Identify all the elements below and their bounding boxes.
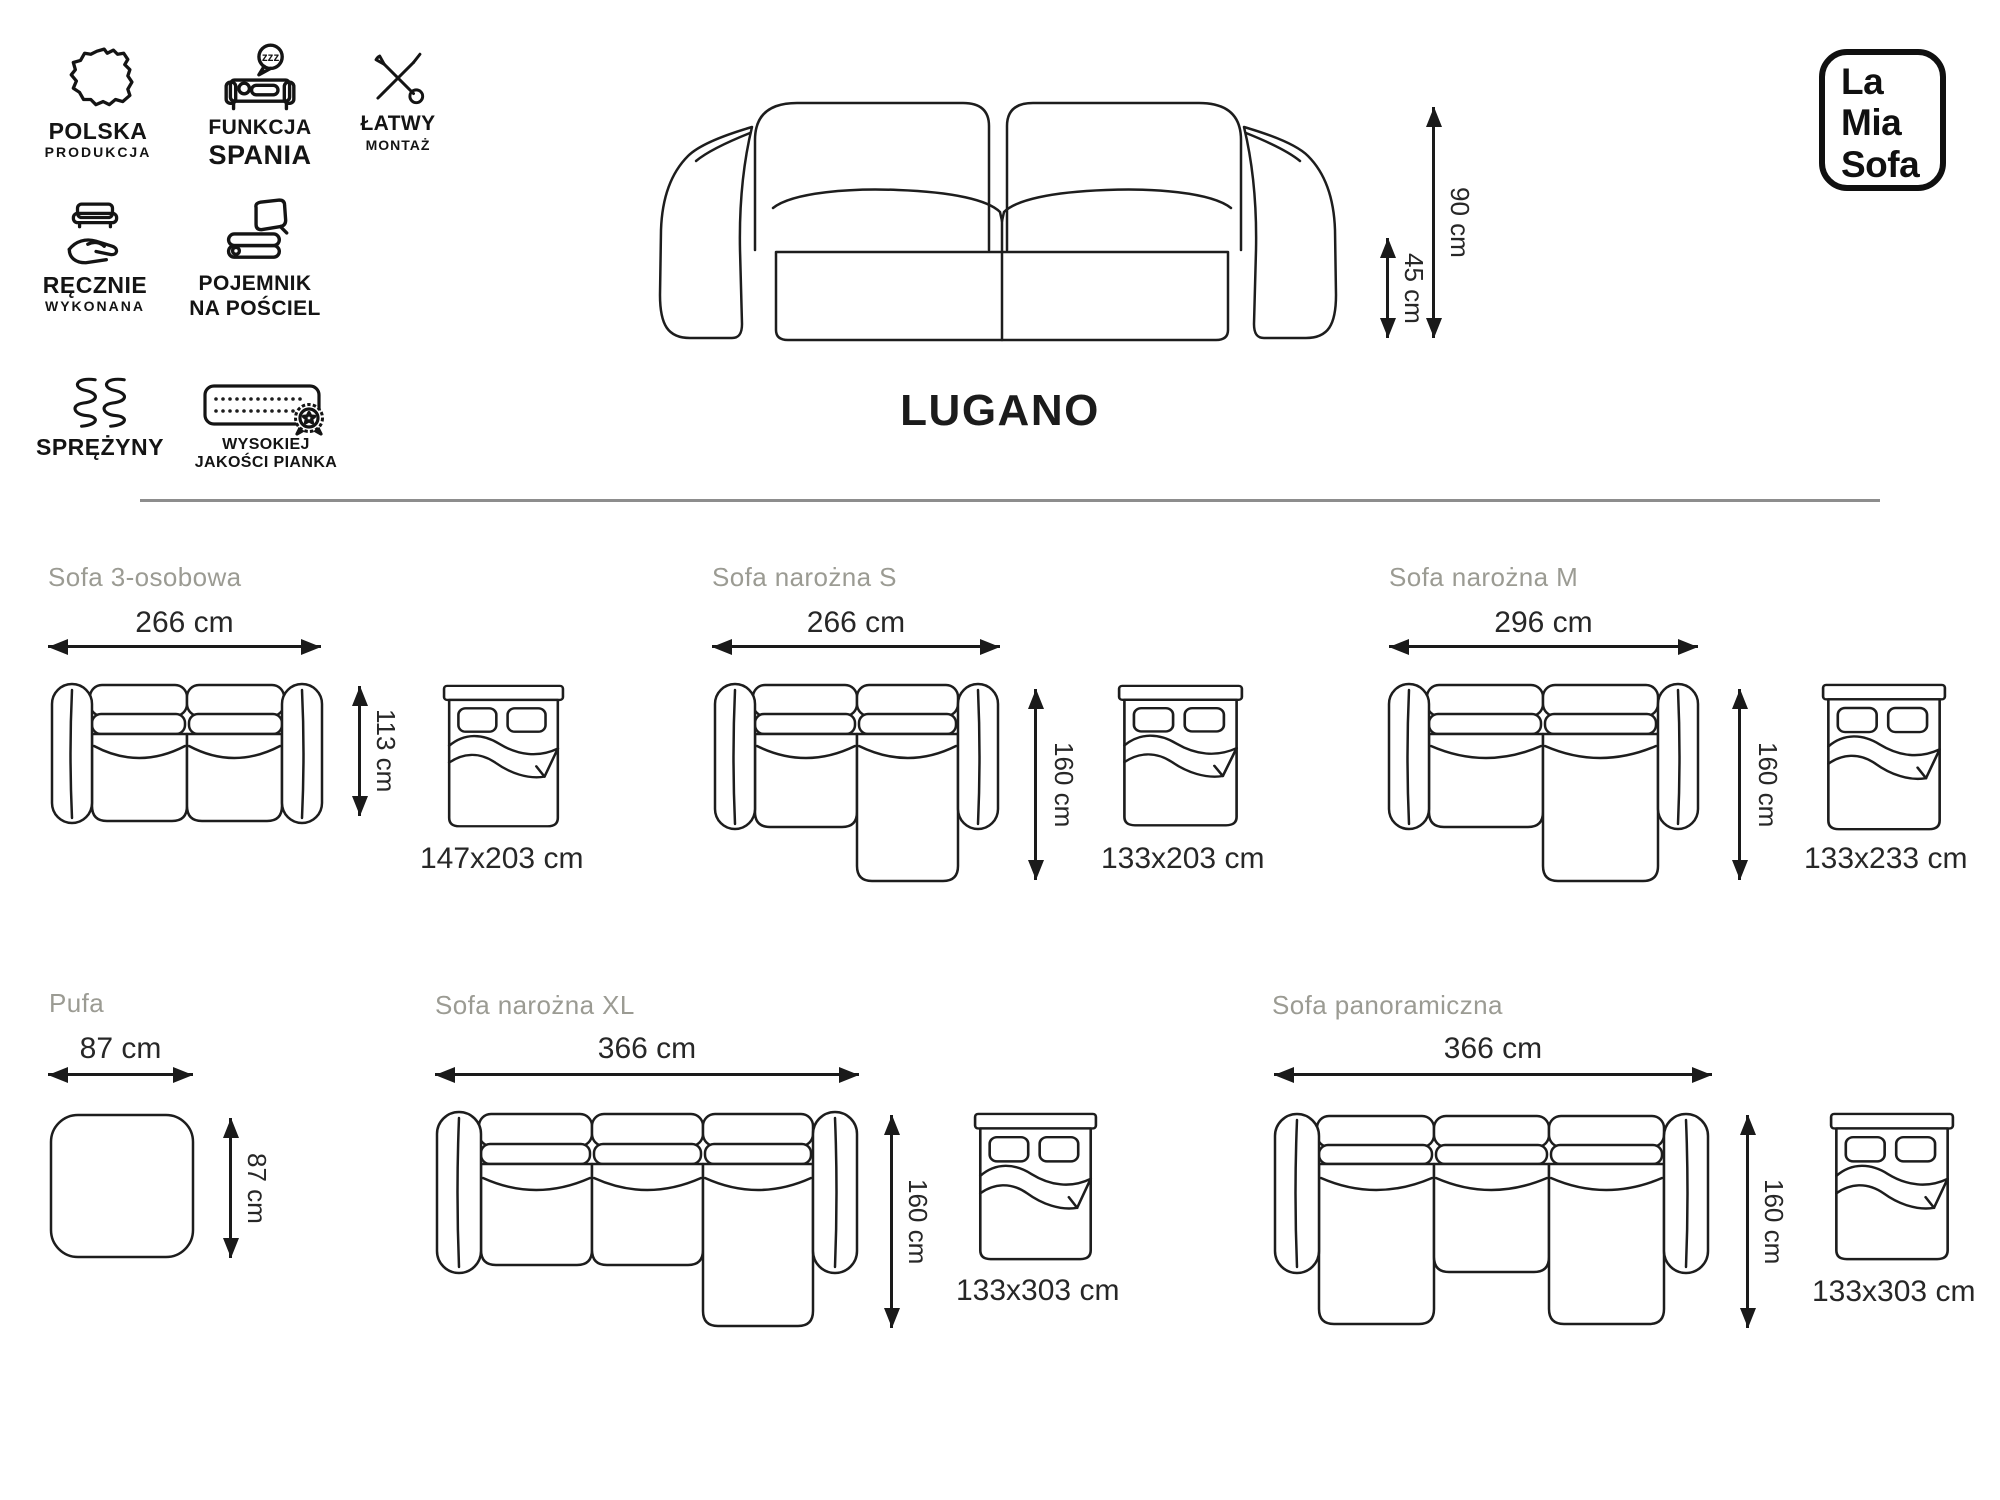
seat-height-label: 45 cm xyxy=(1399,252,1429,324)
feature-sublabel: MONTAŻ xyxy=(365,136,431,153)
feature-label: ŁATWY xyxy=(360,112,436,135)
depth-label: 160 cm xyxy=(903,1178,933,1265)
feature-label: POLSKA xyxy=(48,118,148,144)
feature-label: WYSOKIEJ xyxy=(222,436,310,453)
depth-arrow xyxy=(1738,689,1741,880)
depth-label: 160 cm xyxy=(1049,741,1079,828)
hero-sofa-front-view xyxy=(658,100,1338,344)
feature-sublabel: SPANIA xyxy=(208,139,312,170)
width-label: 296 cm xyxy=(1494,606,1593,639)
sleep-function-icon xyxy=(223,42,297,116)
depth-arrow xyxy=(229,1118,232,1258)
bed-size-label: 133x303 cm xyxy=(1812,1275,1976,1308)
width-label: 266 cm xyxy=(806,606,906,639)
feature-sublabel: PRODUKCJA xyxy=(44,144,152,161)
panoramic-sofa-top-view xyxy=(1273,1108,1710,1330)
feature-recznie-wykonana xyxy=(15,198,175,316)
width-label: 366 cm xyxy=(1443,1032,1543,1065)
total-height-arrow xyxy=(1432,107,1435,338)
width-label: 87 cm xyxy=(79,1032,162,1065)
depth-arrow xyxy=(1034,689,1037,880)
width-arrow xyxy=(48,645,321,648)
width-arrow xyxy=(1274,1073,1712,1076)
bedding-storage-icon xyxy=(218,198,292,272)
width-label: 266 cm xyxy=(135,606,234,639)
springs-icon xyxy=(65,372,135,434)
bed-icon xyxy=(1117,684,1244,829)
bed-size-label: 147x203 cm xyxy=(420,842,584,875)
width-arrow xyxy=(435,1073,859,1076)
depth-label: 160 cm xyxy=(1759,1178,1789,1265)
depth-label: 87 cm xyxy=(242,1152,272,1224)
la-mia-sofa-logo xyxy=(1819,49,1946,191)
variant-title: Pufa xyxy=(49,988,105,1018)
feature-sublabel: WYKONANA xyxy=(45,298,145,315)
depth-arrow xyxy=(890,1115,893,1328)
variant-title: Sofa narożna S xyxy=(712,562,897,592)
bed-icon xyxy=(1821,683,1947,833)
feature-funkcja-spania xyxy=(180,42,340,169)
feature-label: SPRĘŻYNY xyxy=(36,434,164,460)
tools-icon xyxy=(366,44,430,112)
variant-title: Sofa 3-osobowa xyxy=(48,562,242,592)
variant-title: Sofa narożna XL xyxy=(435,990,635,1020)
foam-badge-icon xyxy=(201,378,331,436)
logo-line: Sofa xyxy=(1841,143,1920,185)
bed-size-label: 133x303 cm xyxy=(956,1274,1120,1307)
width-arrow xyxy=(712,645,1000,648)
width-arrow xyxy=(48,1073,193,1076)
depth-label: 160 cm xyxy=(1753,741,1783,828)
poland-map-icon xyxy=(62,44,134,118)
feature-polska-produkcja xyxy=(18,44,178,162)
divider xyxy=(140,499,1880,502)
bed-size-label: 133x233 cm xyxy=(1804,842,1968,875)
feature-wysokiej-jakosci-pianka xyxy=(186,378,346,471)
sleep-bubble-text: zzz xyxy=(261,51,280,65)
bed-icon xyxy=(442,684,565,830)
corner-sofa-top-view xyxy=(1387,682,1700,885)
pouf-top-view xyxy=(48,1112,196,1260)
feature-sublabel: NA POŚCIEL xyxy=(189,296,321,320)
feature-label: POJEMNIK xyxy=(198,272,312,295)
feature-sublabel: JAKOŚCI PIANKA xyxy=(194,453,338,471)
width-arrow xyxy=(1389,645,1698,648)
logo-line: La xyxy=(1841,61,1884,102)
feature-label: RĘCZNIE xyxy=(42,272,148,298)
feature-pojemnik-na-posciel xyxy=(175,198,335,322)
bed-icon xyxy=(973,1112,1098,1263)
feature-latwy-montaz xyxy=(328,44,468,154)
feature-label: FUNKCJA xyxy=(208,116,312,139)
product-name: LUGANO xyxy=(900,386,1100,435)
variant-title: Sofa narożna M xyxy=(1389,562,1579,592)
total-height-label: 90 cm xyxy=(1445,187,1475,258)
corner-sofa-top-view xyxy=(713,682,1000,885)
width-label: 366 cm xyxy=(597,1032,697,1065)
depth-arrow xyxy=(1746,1115,1749,1328)
bed-size-label: 133x203 cm xyxy=(1101,842,1265,875)
feature-sprezyny xyxy=(20,372,180,460)
depth-arrow xyxy=(358,686,361,816)
corner-sofa-xl-top-view xyxy=(435,1108,859,1330)
seat-height-arrow xyxy=(1386,238,1389,338)
sofa-top-view xyxy=(50,682,324,825)
logo-line: Mia xyxy=(1841,102,1902,144)
depth-label: 113 cm xyxy=(371,709,401,793)
variant-title: Sofa panoramiczna xyxy=(1272,990,1503,1020)
bed-icon xyxy=(1829,1112,1955,1263)
hand-sofa-icon xyxy=(59,198,131,272)
